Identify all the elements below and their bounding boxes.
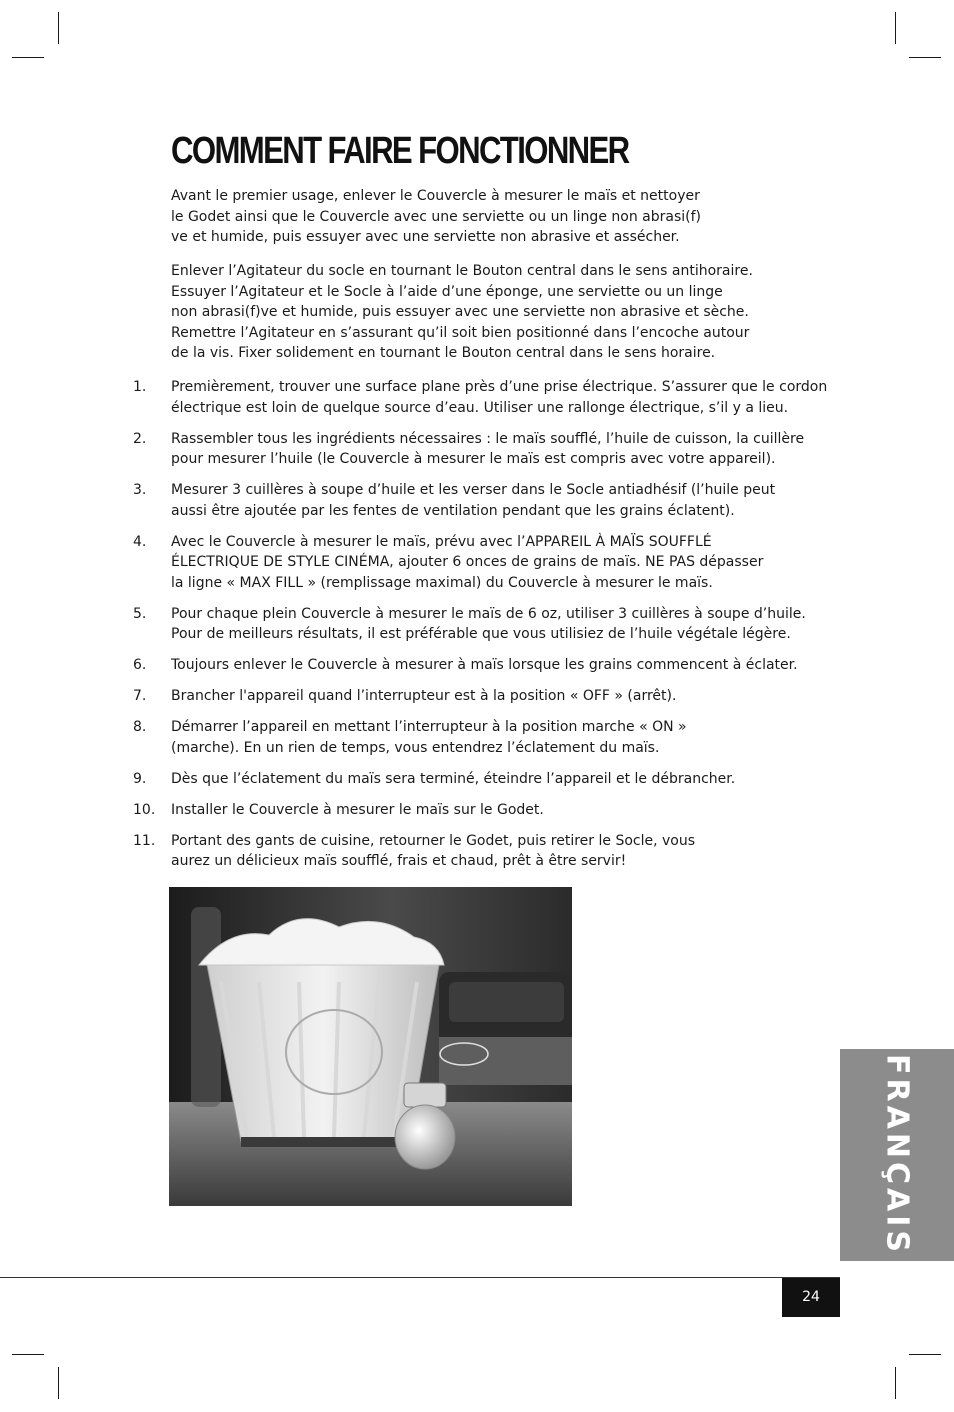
step-item: [133, 604, 833, 645]
intro-line: Avant le premier usage, enlever le Couvercle à mesurer le maïs et nettoyer: [171, 188, 700, 204]
step-text: Mesurer 3 cuillères à soupe d’huile et les verser dans le Socle antiadhésif (l’huile peut: [171, 482, 776, 498]
step-number: 1.: [133, 379, 147, 395]
crop-mark: [58, 1367, 59, 1399]
step-number: 9.: [133, 770, 147, 787]
popcorn-bucket-illustration: [169, 887, 572, 1206]
step-text: aussi être ajoutée par les fentes de ventilation pendant que les grains éclatent).: [171, 502, 735, 519]
step-number: 7.: [133, 688, 147, 704]
crop-mark: [12, 57, 44, 58]
crop-mark: [12, 1354, 44, 1355]
step-text: Toujours enlever le Couvercle à mesurer à maïs lorsque les grains commencent à éclater.: [171, 657, 798, 673]
step-item: [133, 686, 833, 707]
intro-line: non abrasi(f)ve et humide, puis essuyer avec une serviette non abrasive et sèche.: [171, 304, 749, 320]
step-number: 10.: [133, 801, 156, 818]
crop-mark: [909, 1354, 941, 1355]
step-item: [133, 769, 833, 790]
footer-rule: [0, 1277, 840, 1278]
product-photo: [169, 887, 572, 1206]
intro-line: le Godet ainsi que le Couvercle avec une serviette ou un linge non abrasi(f): [171, 208, 701, 225]
step-number: 3.: [133, 482, 147, 498]
step-number: 2.: [133, 430, 147, 447]
step-text: Avec le Couvercle à mesurer le maïs, prévu avec l’APPAREIL À MAÏS SOUFFLÉ: [171, 533, 712, 550]
crop-mark: [895, 12, 896, 44]
step-text: Installer le Couvercle à mesurer le maïs sur le Godet.: [171, 801, 544, 818]
step-text: (marche). En un rien de temps, vous entendrez l’éclatement du maïs.: [171, 739, 660, 756]
step-text: Démarrer l’appareil en mettant l’interrupteur à la position marche « ON »: [171, 719, 687, 735]
step-number: 8.: [133, 719, 147, 735]
step-number: 5.: [133, 605, 147, 622]
step-text: Brancher l'appareil quand l’interrupteur est à la position « OFF » (arrêt).: [171, 688, 677, 704]
page-title: COMMENT FAIRE FONCTIONNER: [171, 130, 629, 172]
step-text: Dès que l’éclatement du maïs sera terminé, éteindre l’appareil et le débrancher.: [171, 770, 736, 787]
step-text: ÉLECTRIQUE DE STYLE CINÉMA, ajouter 6 onces de grains de maïs. NE PAS dépasser: [171, 554, 764, 570]
language-label: FRANÇAIS: [879, 1054, 915, 1256]
step-text: Pour chaque plein Couvercle à mesurer le maïs de 6 oz, utiliser 3 cuillères à soupe d’huile.: [171, 605, 806, 622]
intro-line: ve et humide, puis essuyer avec une serviette non abrasive et assécher.: [171, 229, 680, 245]
step-number: 4.: [133, 533, 147, 550]
step-text: Premièrement, trouver une surface plane près d’une prise électrique. S’assurer que le cordon: [171, 379, 828, 395]
step-item: [133, 532, 833, 594]
instruction-steps: [133, 377, 833, 882]
step-item: [133, 717, 833, 758]
intro-line: Essuyer l’Agitateur et le Socle à l’aide d’une éponge, une serviette ou un linge: [171, 283, 723, 300]
step-item: [133, 831, 833, 872]
crop-mark: [895, 1367, 896, 1399]
step-number: 11.: [133, 832, 156, 849]
step-number: 6.: [133, 657, 147, 673]
step-text: électrique est loin de quelque source d’eau. Utiliser une rallonge électrique, s’il y a lieu.: [171, 399, 789, 416]
step-item: [133, 429, 833, 470]
language-tab: [840, 1049, 954, 1261]
intro-paragraph-1: [171, 186, 821, 248]
step-text: aurez un délicieux maïs soufflé, frais et chaud, prêt à être servir!: [171, 853, 627, 869]
page-number: 24: [782, 1278, 840, 1317]
step-text: Pour de meilleurs résultats, il est préférable que vous utilisiez de l’huile végétale légère.: [171, 626, 791, 642]
step-item: [133, 655, 833, 676]
crop-mark: [58, 12, 59, 44]
intro-line: Enlever l’Agitateur du socle en tournant le Bouton central dans le sens antihoraire.: [171, 263, 753, 279]
step-text: la ligne « MAX FILL » (remplissage maximal) du Couvercle à mesurer le maïs.: [171, 574, 713, 591]
intro-line: de la vis. Fixer solidement en tournant le Bouton central dans le sens horaire.: [171, 345, 716, 361]
step-text: pour mesurer l’huile (le Couvercle à mesurer le maïs est compris avec votre appareil).: [171, 451, 776, 467]
step-item: [133, 377, 833, 418]
crop-mark: [909, 57, 941, 58]
intro-line: Remettre l’Agitateur en s’assurant qu’il soit bien positionné dans l’encoche autour: [171, 324, 750, 341]
step-text: Portant des gants de cuisine, retourner le Godet, puis retirer le Socle, vous: [171, 832, 696, 849]
step-item: [133, 480, 833, 521]
step-text: Rassembler tous les ingrédients nécessaires : le maïs soufflé, l’huile de cuisson, la cuillère: [171, 430, 805, 447]
step-item: [133, 800, 833, 821]
intro-paragraph-2: [171, 261, 821, 364]
